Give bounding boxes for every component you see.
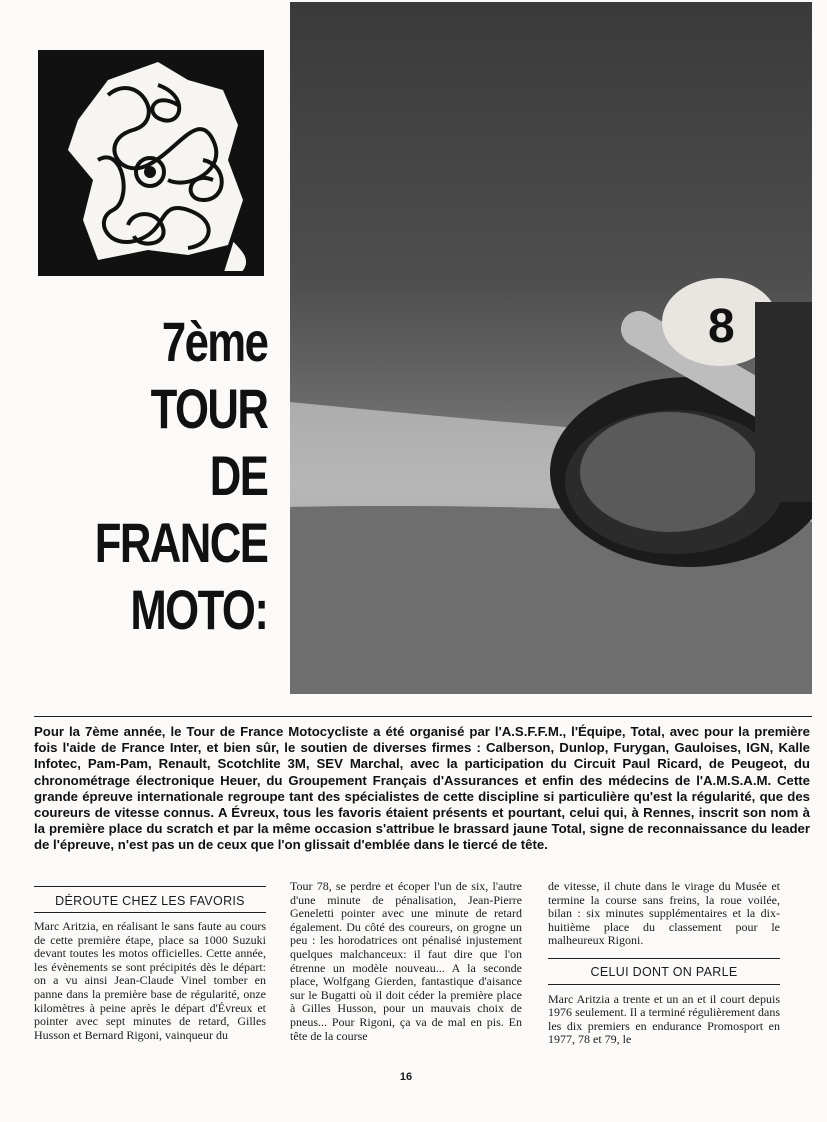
racing-motorcycle-photo (290, 2, 812, 694)
tour-de-france-map-logo (38, 50, 264, 276)
page-number: 16 (399, 1071, 413, 1083)
section-heading: CELUI DONT ON PARLE (548, 958, 780, 985)
motorcycle-illustration (290, 2, 812, 694)
race-number-plate: 8 (708, 300, 735, 353)
title-line: 7ème (161, 310, 267, 373)
france-map-icon (38, 50, 264, 276)
section-heading: DÉROUTE CHEZ LES FAVORIS (34, 886, 266, 913)
column-paragraph: de vitesse, il chute dans le virage du Musée et termine la course sans freins, la roue voilée, bilan : six minutes supplémentaires et la dix-huitième place du classement pour le malheureux Rigoni. (548, 879, 780, 948)
divider (34, 716, 812, 717)
intro-paragraph: Pour la 7ème année, le Tour de France Motocycliste a été organisé par l'A.S.F.F.M., l'Équipe, Total, avec pour la première fois l'aide de France Inter, et bien sûr, le soutien de diverses firmes : Calberson, Dunlop, Furygan, Gauloises, IGN, Kalle Infotec, Pam-Pam, Renault, Scotchlite 3M, SEV Marchal, avec la participation du Circuit Paul Ricard, de Peugeot, du chronométrage électronique Heuer, du Groupement Français d'Assurances et enfin des médecins de l'A.M.S.A.M. Cette grande épreuve internationale regroupe tant des spécialistes de cette discipline si particulière qu'est la régularité, que des coureurs de vitesse connus. A Évreux, tous les favoris étaient présents et pourtant, celui qui, à Rennes, inscrit son nom à la première place du scratch et par la même occasion s'attribue le brassard jaune Total, signe de reconnaissance du leader de l'épreuve, n'est pas un de ceux que l'on glissait d'emblée dans le tiercé de tête. (34, 724, 810, 853)
article-column-1: Marc Aritzia, en réalisant le sans faute au cours de cette première étape, place sa 1000 Suzuki devant toutes les motos officielles. Cette année, les évènements se sont précipités dès le départ: on a vu ainsi Jean-Claude Vinel tomber en panne dans la première base de régularité, onze kilomètres à peine après le départ d'Évreux et pointer avec sept minutes de retard, Gilles Husson et Bernard Rigoni, vainqueur du (34, 919, 266, 1042)
article-column-3 (548, 880, 780, 1047)
title-line: TOUR (150, 377, 267, 440)
article-column-2: Tour 78, se perdre et écoper l'un de six, l'autre d'une minute de pénalisation, Jean-Pierre Geneletti pointer avec une minute de retard également. Du côté des coureurs, on grogne un peu : les horodatrices ont pénalisé injustement quelques malchanceux: il faut dire que l'on étrenne un modèle nouveau... A la seconde place, Wolfgang Gierden, fantastique d'aisance sur le Bugatti où il doit céder la première place à Gilles Husson, pour un mauvais choix de pneus... Pour Rigoni, ça va de mal en pis. En tête de la course (290, 879, 522, 1043)
column-paragraph: Marc Aritzia a trente et un an et il court depuis 1976 seulement. Il a terminé régulièrement dans les dix premiers en endurance Promosport en 1977, 78 et 79, le (548, 991, 780, 1047)
title-line: FRANCE (94, 511, 267, 574)
title-line: DE (209, 444, 267, 507)
title-line: MOTO: (130, 578, 267, 641)
page-title (94, 308, 267, 643)
